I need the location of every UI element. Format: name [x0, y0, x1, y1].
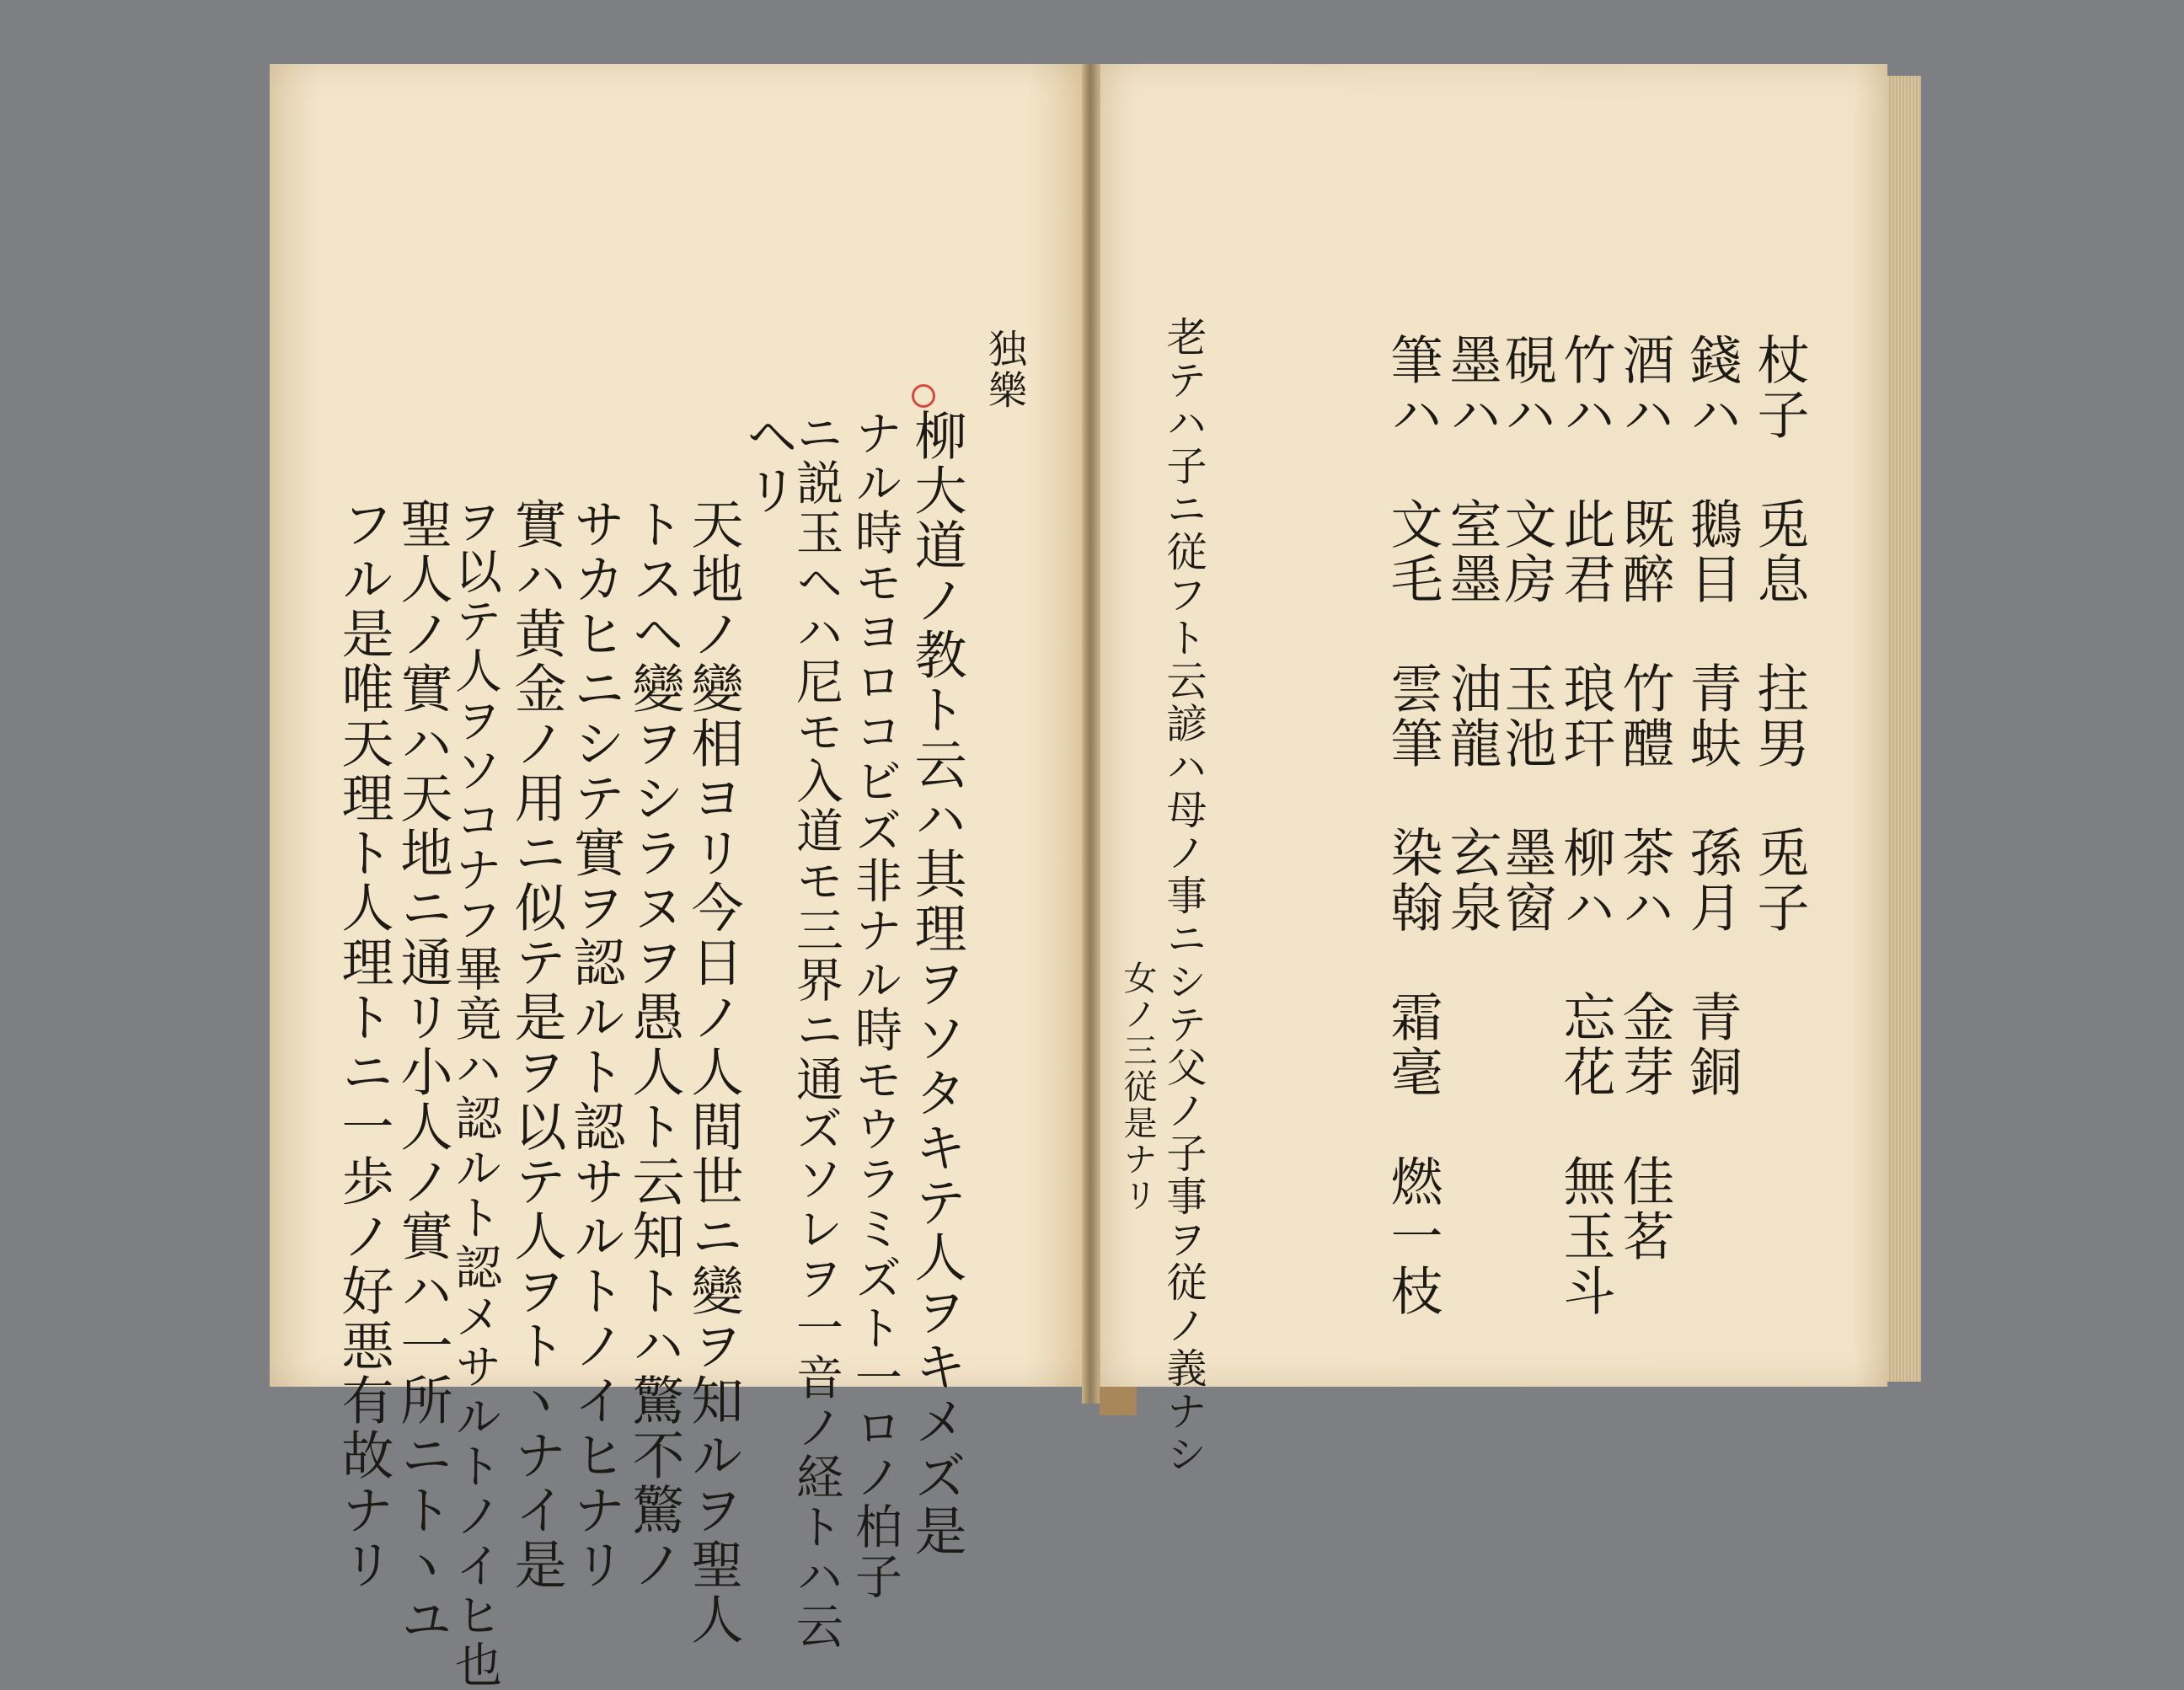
text-line: フル是唯天理ト人理トニ一歩ノ好悪有故ナリ	[333, 497, 394, 1592]
section-title: 独樂	[982, 329, 1028, 411]
proverb-line: 老テハ子ニ従フト云諺ハ母ノ事ニシテ父ノ子事ヲ従ノ義ナシ	[1159, 316, 1207, 1476]
list-line: 墨ハ 室墨 油龍 玄泉	[1441, 333, 1502, 935]
text-line: 柳大道ノ教ト云ハ其理ヲソタキテ人ヲキメズ是	[906, 409, 967, 1559]
text-line: サカヒニシテ實ヲ認ルト認サルトノイヒナリ	[565, 497, 626, 1592]
text-line: ニ説玉ヘハ尼モ入道モ三界ニ通ズソレヲ一音ノ経トハ云	[789, 409, 843, 1651]
text-line: 實ハ黄金ノ用ニ似テ是ヲ以テ人ヲトヽナイ是	[506, 497, 567, 1592]
book-gutter	[1082, 64, 1100, 1404]
list-line: 硯ハ 文房 玉池 墨窗	[1496, 333, 1557, 935]
red-circle-mark	[912, 384, 935, 408]
text-line: ヲ以テ人ヲソコナフ畢竟ハ認ルト認メサルトノイヒ也	[447, 497, 502, 1690]
bookmark-ribbon	[1100, 1387, 1137, 1415]
list-line: 竹ハ 此君 琅玕 柳ハ 忘花 無玉斗	[1555, 333, 1616, 1318]
list-line: 錢ハ 鵝目 青蚨 孫月 青銅	[1681, 333, 1742, 1099]
text-line: 聖人ノ實ハ天地ニ通リ小人ノ實ハ一所ニトヽユ	[392, 497, 453, 1647]
page-edges	[1887, 76, 1921, 1382]
text-line: トスヘ變ヲシラヌヲ愚人ト云知トハ驚不驚ノ	[624, 497, 685, 1592]
text-line: ヘリ	[737, 409, 799, 518]
list-line: 酒ハ 既醉 竹醴 茶ハ 金芽 佳茗	[1614, 333, 1675, 1264]
proverb-line: 女ノ三従是ナリ	[1118, 960, 1157, 1214]
list-line: 杖子 兎息 拄男 兎子	[1748, 333, 1810, 935]
text-line: ナル時モヨロコビズ非ナル時モウラミズト一ロノ柏子	[848, 409, 902, 1602]
list-line: 筆ハ 文毛 雲筆 染翰 霜毫 燃一枝	[1382, 333, 1443, 1318]
text-line: 天地ノ變相ヨリ今日ノ人間世ニ變ヲ知ルヲ聖人	[682, 497, 744, 1647]
